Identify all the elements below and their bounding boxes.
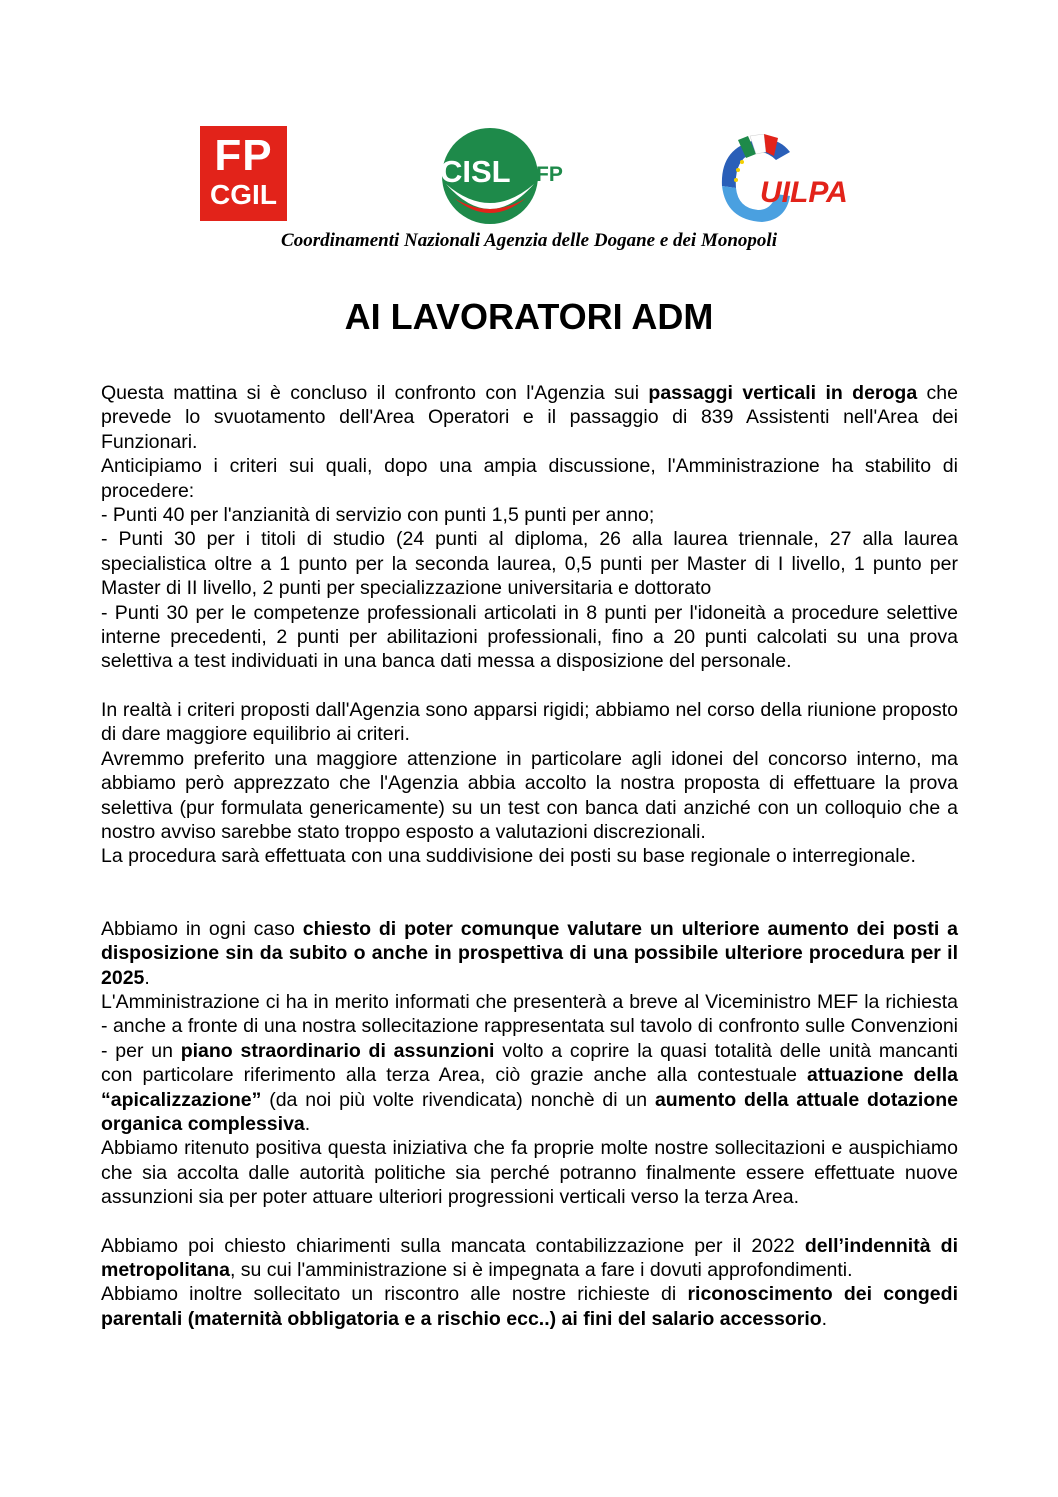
text: (da noi più volte rivendicata) nonchè di un <box>261 1088 655 1111</box>
uilpa-logo-word: UILPA <box>760 176 848 209</box>
list-item-1: - Punti 40 per l'anzianità di servizio con punti 1,5 punti per anno; <box>101 504 655 527</box>
bold-text: dell’indennità di metropolitana <box>101 1234 959 1281</box>
paragraph-6 <box>101 917 958 990</box>
text: . <box>304 1112 311 1135</box>
text: . <box>144 966 150 989</box>
fp-cgil-logo <box>200 126 287 221</box>
cisl-logo-word: CISL <box>440 154 511 189</box>
paragraph-3: In realtà i criteri proposti dall'Agenzia sono apparsi rigidi; abbiamo nel corso della riunione proposto di dare maggiore equilibrio ai criteri. <box>101 698 958 746</box>
paragraph-8: Abbiamo ritenuto positiva questa iniziativa che fa proprie molte nostre sollecitazioni e auspichiamo che sia accolta dalle autorità politiche sia perché potranno finalmente essere effettuate nuove assunzioni sia per poter attuare ulteriori progressioni verticali verso la terza Area. <box>101 1137 958 1209</box>
text: L'Amministrazione ci ha in merito informati che presenterà a breve al Viceministro MEF la richiesta - anche a fronte di una nostra sollecitazione rappresentata sul tavolo di confronto sulle Convenzioni - per un <box>101 990 958 1062</box>
list-item-3: - Punti 30 per le competenze professionali articolati in 8 punti per l'idoneità a procedure selettive interne precedenti, 2 punti per abilitazioni professionali, fino a 20 punti calcolati su una prova selettiva a test individuati in una banca dati messa a disposizione del personale. <box>101 601 958 673</box>
fp-cgil-logo-line2: CGIL <box>210 179 277 210</box>
text: , su cui l'amministrazione si è impegnata a fare i dovuti approfondimenti. <box>229 1259 853 1281</box>
bold-text: attuazione della “apicalizzazione” <box>101 1064 958 1111</box>
text: Questa mattina si è concluso il confronto con l'Agenzia sui <box>101 382 649 404</box>
paragraph-4: Avremmo preferito una maggiore attenzione in particolare agli idonei del concorso interno, ma abbiamo però apprezzato che l'Agenzia abbia accolto la nostra proposta di effettuare la prova selettiva (pur formulata genericamente) su un test con banca dati anziché con un colloquio che a nostro avviso sarebbe stato troppo esposto a valutazioni discrezionali. <box>101 747 958 843</box>
paragraph-7 <box>101 990 958 1136</box>
paragraph-9 <box>101 1234 958 1283</box>
text: Abbiamo poi chiesto chiarimenti sulla mancata contabilizzazione per il 2022 <box>101 1234 805 1257</box>
paragraph-10 <box>101 1282 958 1331</box>
list-item-2: - Punti 30 per i titoli di studio (24 punti al diploma, 26 alla laurea triennale, 27 alla laurea specialistica oltre a 1 punto per la seconda laurea, 0,5 punti per Master di I livello, 1 punto per Master di II livello, 2 punti per specializzazione universitaria e dottorato <box>101 528 958 600</box>
text: . <box>821 1307 828 1330</box>
bold-text: riconoscimento dei congedi parentali (maternità obbligatoria e a rischio ecc..) ai fini del salario accessorio <box>101 1283 958 1330</box>
logos-header <box>0 124 1058 234</box>
paragraph-1 <box>101 381 958 454</box>
text: volto a coprire la quasi totalità delle unità mancanti con particolare riferimento alla terza Area, ciò grazie anche alla contestuale <box>101 1039 958 1087</box>
page-title: AI LAVORATORI ADM <box>344 296 714 337</box>
bold-text: aumento della attuale dotazione organica complessiva <box>101 1088 958 1135</box>
uilpa-logo <box>716 134 856 226</box>
paragraph-2: Anticipiamo i criteri sui quali, dopo una ampia discussione, l'Amministrazione ha stabilito di procedere: <box>101 455 958 502</box>
bold-text: chiesto di poter comunque valutare un ulteriore aumento dei posti a disposizione sin da subito o anche in prospettiva di una possibile ulteriore procedura per il 2025 <box>101 917 958 989</box>
text: Abbiamo inoltre sollecitato un riscontro alle nostre richieste di <box>101 1283 688 1306</box>
bold-text: passaggi verticali in deroga <box>648 382 918 404</box>
letter-body <box>101 381 958 1331</box>
fp-cgil-logo-line1: FP <box>214 131 273 180</box>
paragraph-5: La procedura sarà effettuata con una suddivisione dei posti su base regionale o interregionale. <box>101 845 916 868</box>
bold-text: piano straordinario di assunzioni <box>180 1039 495 1062</box>
text: Abbiamo in ogni caso <box>101 917 303 940</box>
cisl-logo-fp: FP <box>536 163 563 186</box>
subtitle: Coordinamenti Nazionali Agenzia delle Dogane e dei Monopoli <box>281 230 777 251</box>
text: che prevede lo svuotamento dell'Area Operatori e il passaggio di 839 Assistenti nell'Area dei Funzionari. <box>101 382 958 453</box>
cisl-fp-logo <box>440 124 580 228</box>
